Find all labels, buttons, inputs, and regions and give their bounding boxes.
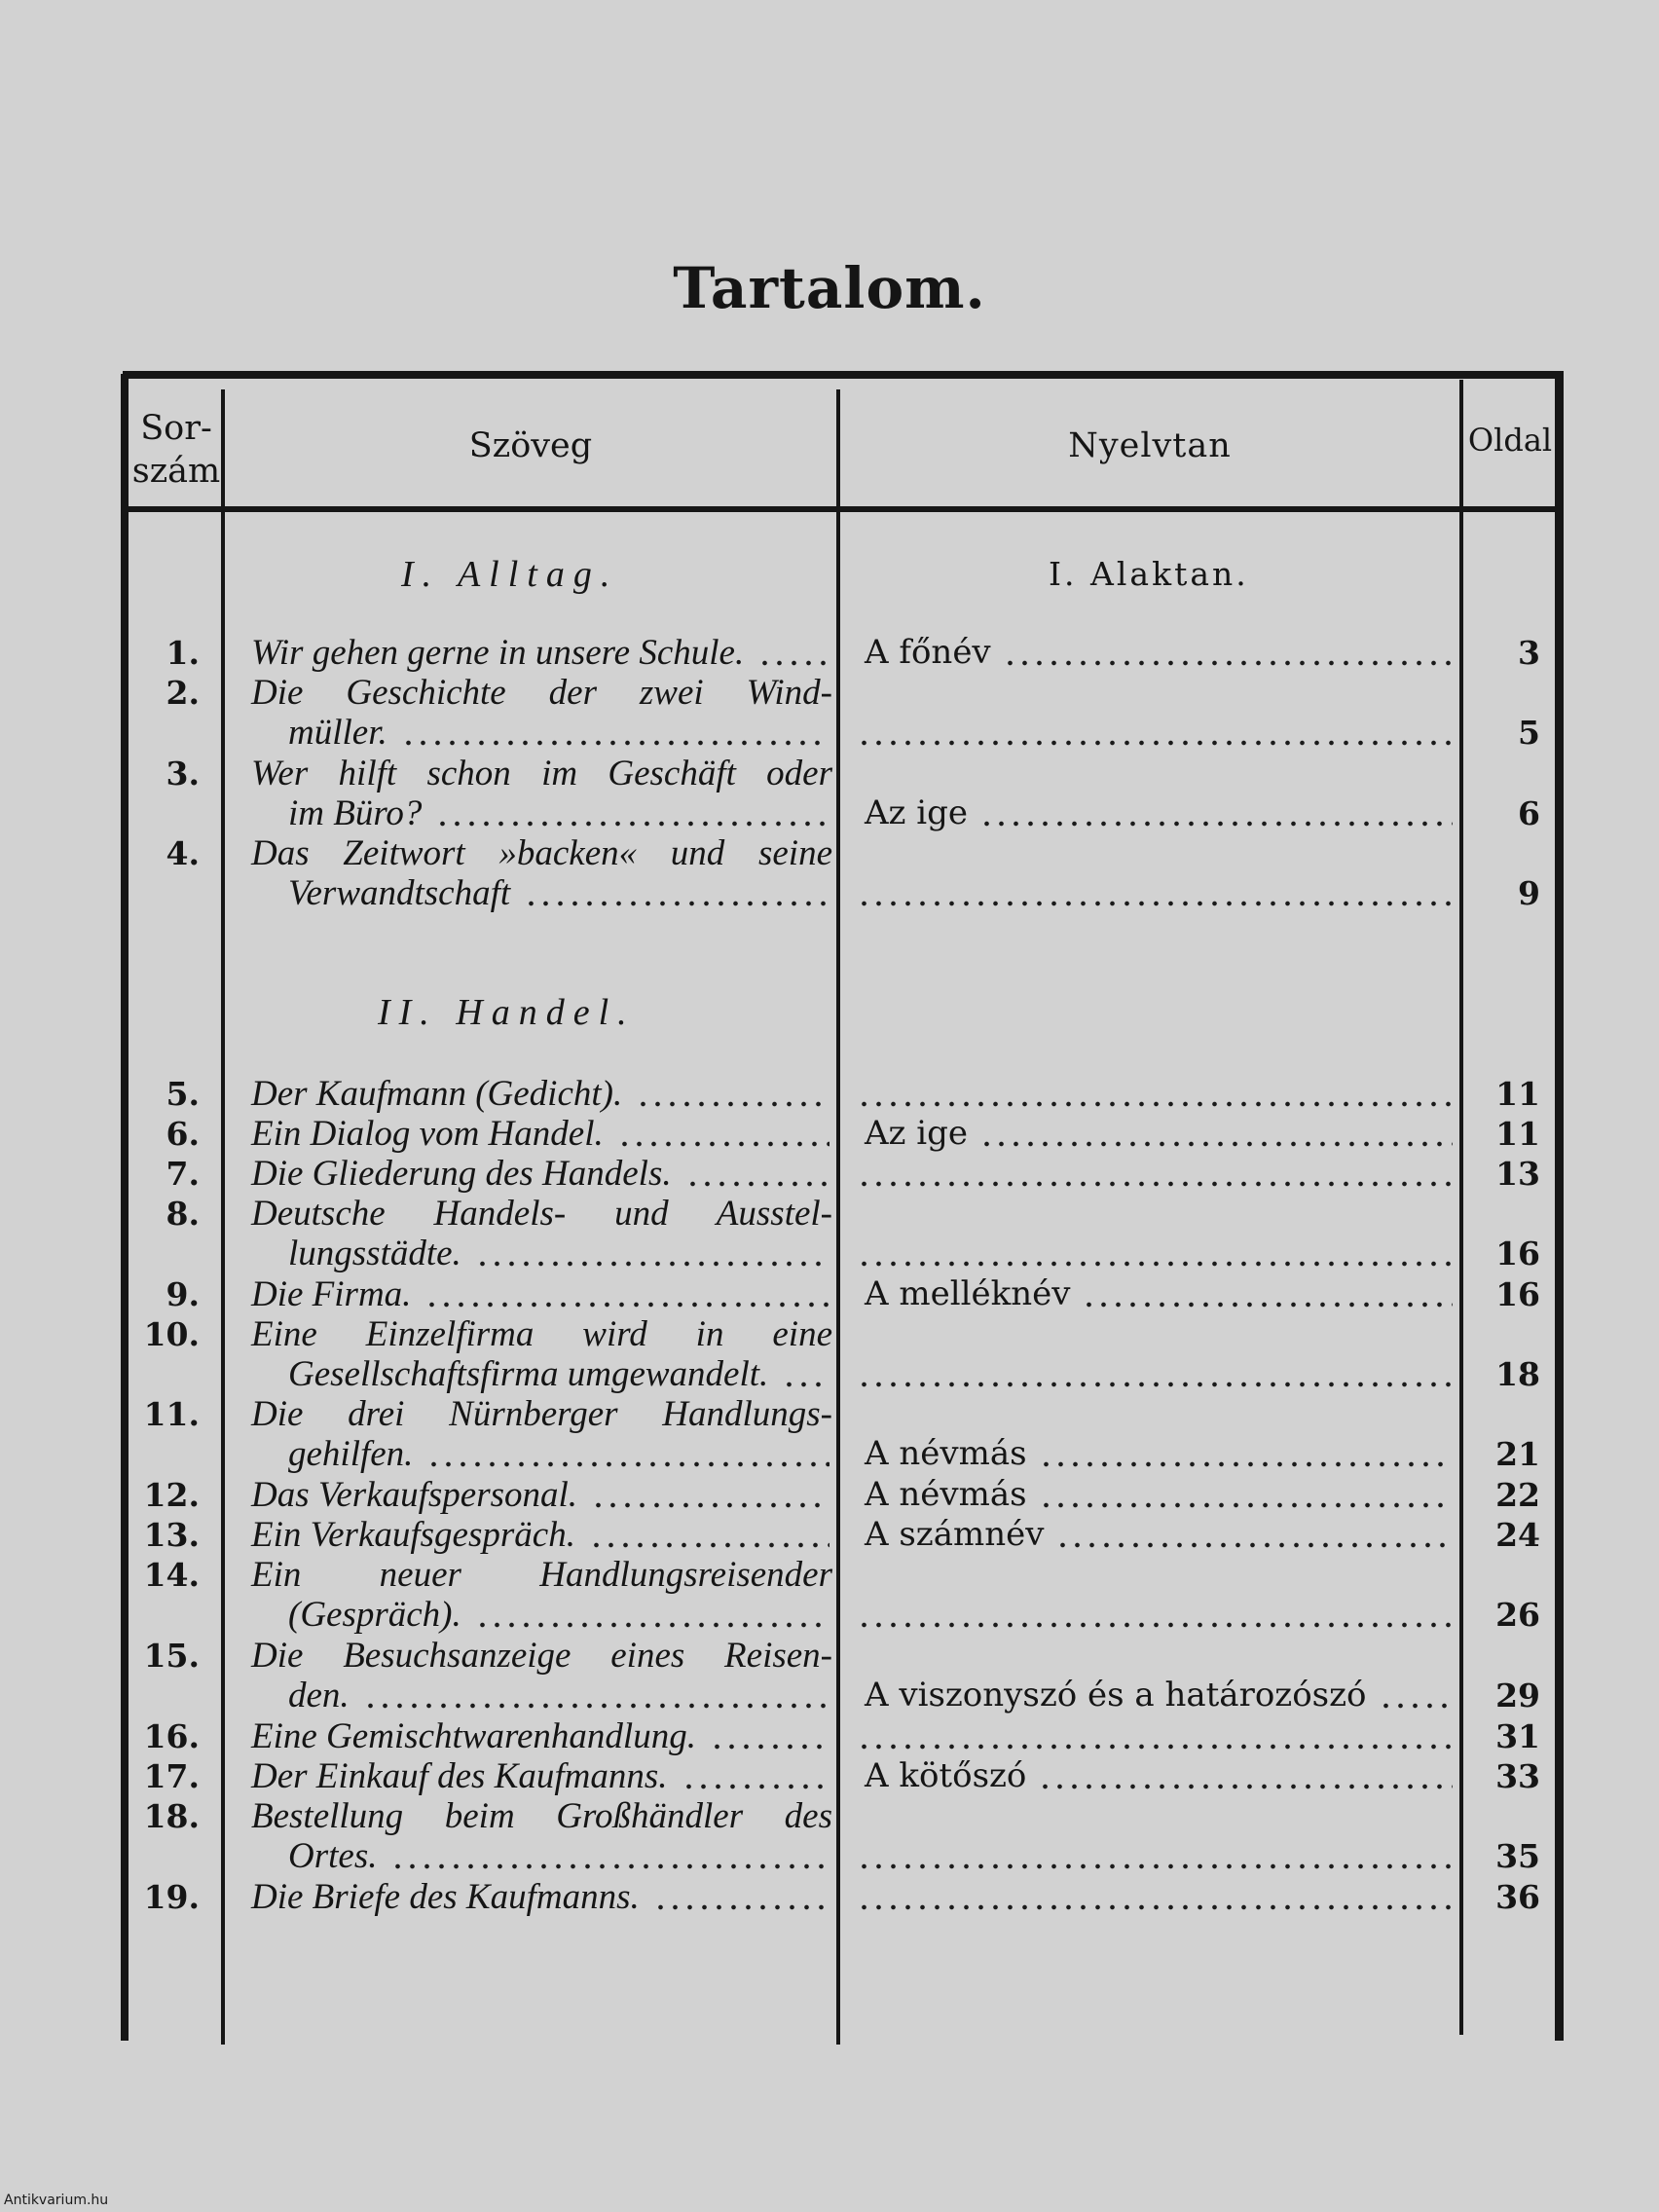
entry-number: 5. — [166, 1075, 200, 1113]
dot-leader — [1038, 1784, 1453, 1789]
entry-title-line: Das Verkaufspersonal. — [251, 1475, 578, 1515]
entry-number: 2. — [166, 674, 200, 712]
entry-title-line: Die Besuchsanzeige eines Reisen- — [251, 1636, 832, 1676]
dot-leader — [1082, 1302, 1453, 1308]
entry-grammar: Az ige — [865, 1114, 969, 1153]
entry-page-number: 35 — [1495, 1837, 1540, 1876]
entry-title-line: Gesellschaftsfirma umgewandelt. — [288, 1354, 769, 1395]
table-right-border — [1555, 374, 1564, 2041]
entry-title-line: Die Firma. — [251, 1274, 412, 1314]
entry-grammar: A névmás — [865, 1434, 1027, 1474]
dot-leader — [475, 1261, 830, 1267]
entry-number: 6. — [166, 1115, 200, 1153]
dot-leader — [424, 1302, 830, 1308]
dot-leader — [857, 1382, 1453, 1387]
table-header-rule — [127, 506, 1562, 512]
table-top-rule — [123, 371, 1564, 379]
entry-title-line: Bestellung beim Großhändler des — [251, 1796, 832, 1836]
entry-page-number: 36 — [1495, 1878, 1540, 1916]
entry-page-number: 3 — [1518, 634, 1540, 672]
dot-leader — [475, 1622, 830, 1628]
entry-number: 9. — [166, 1275, 200, 1313]
header-szoveg: Szöveg — [468, 426, 593, 465]
entry-number: 11. — [143, 1395, 200, 1433]
table-left-border — [121, 374, 129, 2041]
entry-number: 19. — [143, 1878, 200, 1916]
entry-page-number: 16 — [1495, 1275, 1540, 1313]
entry-title-line: (Gespräch). — [288, 1595, 461, 1636]
header-sorszam-line2: szám — [131, 452, 221, 491]
dot-leader — [857, 1744, 1453, 1750]
entry-grammar: A főnév — [865, 633, 991, 672]
entry-page-number: 22 — [1495, 1476, 1540, 1514]
entry-title-line: Wir gehen gerne in unsere Schule. — [251, 633, 745, 673]
entry-number: 12. — [143, 1476, 200, 1514]
entry-grammar: A névmás — [865, 1475, 1027, 1514]
dot-leader — [617, 1141, 830, 1147]
entry-title-line: Verwandtschaft — [288, 873, 511, 914]
header-nyelvtan: Nyelvtan — [1068, 426, 1232, 465]
dot-leader — [435, 821, 830, 827]
dot-leader — [1039, 1461, 1453, 1467]
dot-leader — [591, 1502, 830, 1508]
entry-title-line: Ortes. — [288, 1836, 378, 1877]
entry-number: 18. — [143, 1797, 200, 1835]
column-divider-2 — [836, 389, 840, 2045]
dot-leader — [363, 1703, 830, 1709]
entry-page-number: 16 — [1495, 1235, 1540, 1273]
dot-leader — [401, 740, 830, 746]
entry-page-number: 26 — [1495, 1596, 1540, 1635]
entry-title-line: Die Briefe des Kaufmanns. — [251, 1877, 640, 1917]
watermark: Antikvarium.hu — [4, 2193, 109, 2208]
entry-number: 8. — [166, 1195, 200, 1233]
dot-leader — [682, 1784, 830, 1789]
entry-number: 4. — [166, 834, 200, 872]
entry-page-number: 11 — [1495, 1075, 1540, 1113]
entry-number: 13. — [143, 1516, 200, 1554]
section-heading-handel: II. Handel. — [378, 992, 636, 1033]
entry-number: 10. — [143, 1315, 200, 1353]
entry-title-line: Eine Gemischtwarenhandlung. — [251, 1716, 696, 1756]
entry-title-line: Der Einkauf des Kaufmanns. — [251, 1756, 668, 1796]
entry-title-line: im Büro? — [288, 793, 423, 834]
entry-page-number: 6 — [1518, 794, 1540, 833]
entry-title-line: müller. — [288, 713, 387, 754]
header-sorszam — [130, 407, 222, 493]
entry-grammar: A melléknév — [865, 1274, 1071, 1313]
entry-title-line: Der Kaufmann (Gedicht). — [251, 1074, 623, 1114]
dot-leader — [757, 660, 830, 666]
dot-leader — [1003, 660, 1453, 666]
entry-page-number: 33 — [1495, 1757, 1540, 1795]
dot-leader — [1379, 1703, 1453, 1709]
dot-leader — [1055, 1542, 1453, 1548]
dot-leader — [524, 901, 830, 906]
section-heading-alltag: I. Alltag. — [401, 554, 619, 595]
entry-page-number: 21 — [1495, 1435, 1540, 1474]
entry-number: 7. — [166, 1155, 200, 1193]
dot-leader — [857, 1181, 1453, 1187]
column-divider-1 — [221, 389, 225, 2045]
entry-page-number: 31 — [1495, 1717, 1540, 1755]
header-oldal: Oldal — [1467, 422, 1553, 459]
dot-leader — [426, 1461, 830, 1467]
entry-page-number: 18 — [1495, 1355, 1540, 1394]
entry-grammar: A viszonyszó és a határozószó — [865, 1676, 1367, 1715]
entry-title-line: Die Geschichte der zwei Wind- — [251, 673, 832, 713]
entry-number: 16. — [143, 1717, 200, 1755]
entry-title-line: Ein Verkaufsgespräch. — [251, 1515, 575, 1555]
dot-leader — [979, 821, 1453, 827]
entry-number: 14. — [143, 1556, 200, 1594]
entry-title-line: Ein Dialog vom Handel. — [251, 1114, 604, 1154]
entry-page-number: 5 — [1518, 714, 1540, 753]
entry-title-line: lungsstädte. — [288, 1234, 461, 1274]
entry-title-line: Die Gliederung des Handels. — [251, 1154, 672, 1194]
header-sorszam-line1: Sor- — [140, 409, 212, 448]
entry-title-line: Ein neuer Handlungsreisender — [251, 1555, 832, 1595]
entry-page-number: 9 — [1518, 874, 1540, 913]
dot-leader — [710, 1744, 830, 1750]
entry-page-number: 24 — [1495, 1516, 1540, 1554]
entry-number: 3. — [166, 755, 200, 793]
entry-title-line: Eine Einzelfirma wird in eine — [251, 1314, 832, 1354]
entry-grammar: Az ige — [865, 793, 969, 833]
entry-number: 15. — [143, 1637, 200, 1675]
entry-page-number: 29 — [1495, 1677, 1540, 1715]
dot-leader — [857, 1261, 1453, 1267]
dot-leader — [782, 1382, 830, 1387]
dot-leader — [636, 1101, 830, 1107]
entry-title-line: Deutsche Handels- und Ausstel- — [251, 1194, 832, 1234]
dot-leader — [979, 1141, 1453, 1147]
dot-leader — [857, 740, 1453, 746]
entry-title-line: Das Zeitwort »backen« und seine — [251, 833, 832, 873]
dot-leader — [685, 1181, 830, 1187]
dot-leader — [653, 1904, 830, 1910]
entry-grammar: A számnév — [865, 1515, 1045, 1554]
entry-title-line: Die drei Nürnberger Handlungs- — [251, 1394, 832, 1434]
entry-title-line: gehilfen. — [288, 1434, 414, 1475]
entry-number: 1. — [166, 634, 200, 672]
dot-leader — [857, 1863, 1453, 1869]
entry-title-line: den. — [288, 1676, 350, 1716]
entry-grammar: A kötőszó — [865, 1756, 1027, 1795]
entry-title-line: Wer hilft schon im Geschäft oder — [251, 754, 832, 793]
dot-leader — [589, 1542, 830, 1548]
dot-leader — [857, 1622, 1453, 1628]
dot-leader — [857, 901, 1453, 906]
page-title: Tartalom. — [673, 255, 986, 321]
dot-leader — [857, 1904, 1453, 1910]
section-heading-alaktan: I. Alaktan. — [1049, 555, 1249, 593]
entry-number: 17. — [143, 1757, 200, 1795]
dot-leader — [857, 1101, 1453, 1107]
dot-leader — [1039, 1502, 1453, 1508]
entry-page-number: 13 — [1495, 1155, 1540, 1193]
dot-leader — [390, 1863, 830, 1869]
entry-page-number: 11 — [1495, 1115, 1540, 1153]
